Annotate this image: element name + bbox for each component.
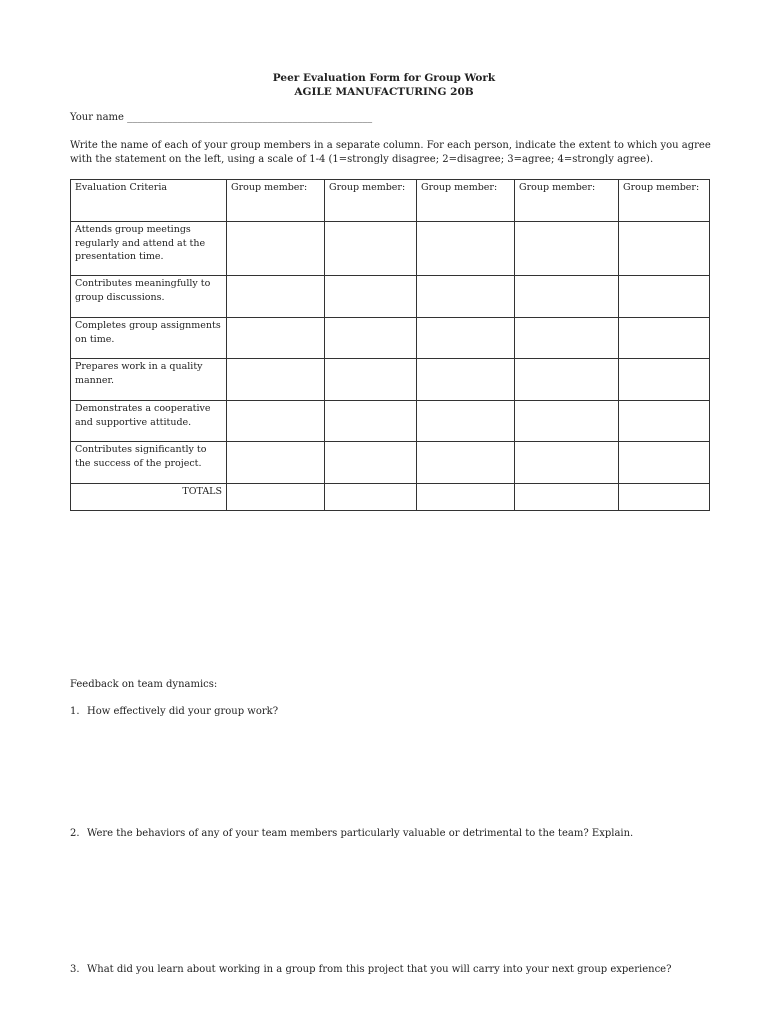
- score-cell[interactable]: [325, 276, 417, 318]
- score-cell[interactable]: [619, 359, 710, 401]
- header-evaluation-criteria: Evaluation Criteria: [71, 180, 227, 222]
- table-row: [71, 222, 710, 276]
- score-cell[interactable]: [515, 401, 619, 442]
- question-text: Were the behaviors of any of your team members particularly valuable or detrimental to the team? Explain.: [87, 828, 634, 839]
- table-row: [71, 359, 710, 401]
- score-cell[interactable]: [227, 222, 325, 276]
- score-cell[interactable]: [515, 276, 619, 318]
- criterion-label: Attends group meetings regularly and attend at the presentation time.: [71, 222, 227, 276]
- question-text: How effectively did your group work?: [87, 706, 279, 717]
- totals-row: [71, 484, 710, 511]
- header-group-member-5: Group member:: [619, 180, 710, 222]
- question-number: 3.: [70, 964, 80, 975]
- question-text: What did you learn about working in a group from this project that you will carry into your next group experience?: [87, 964, 672, 975]
- header-group-member-2: Group member:: [325, 180, 417, 222]
- score-cell[interactable]: [619, 401, 710, 442]
- score-cell[interactable]: [619, 276, 710, 318]
- question-3: [70, 963, 671, 977]
- instructions-line-1: Write the name of each of your group members in a separate column. For each person, indicate the extent to which you agree: [70, 140, 711, 151]
- criterion-label: Contributes meaningfully to group discussions.: [71, 276, 227, 318]
- criterion-label: Prepares work in a quality manner.: [71, 359, 227, 401]
- form-title: Peer Evaluation Form for Group Work: [272, 72, 496, 84]
- score-cell[interactable]: [227, 318, 325, 359]
- question-1: [70, 705, 278, 719]
- score-cell[interactable]: [227, 359, 325, 401]
- score-cell[interactable]: [417, 276, 515, 318]
- criterion-label: Completes group assignments on time.: [71, 318, 227, 359]
- evaluation-table: [70, 179, 710, 511]
- total-cell[interactable]: [515, 484, 619, 511]
- instructions-line-2: with the statement on the left, using a scale of 1-4 (1=strongly disagree; 2=disagree; 3=agree; 4=strongly agree).: [70, 154, 654, 165]
- totals-label: TOTALS: [71, 484, 227, 511]
- table-row: [71, 276, 710, 318]
- score-cell[interactable]: [515, 318, 619, 359]
- criterion-label: Contributes significantly to the success of the project.: [71, 442, 227, 484]
- total-cell[interactable]: [325, 484, 417, 511]
- table-header-row: [71, 180, 710, 222]
- score-cell[interactable]: [325, 359, 417, 401]
- table-row: [71, 401, 710, 442]
- header-group-member-1: Group member:: [227, 180, 325, 222]
- score-cell[interactable]: [417, 222, 515, 276]
- score-cell[interactable]: [325, 401, 417, 442]
- question-2: [70, 827, 633, 841]
- score-cell[interactable]: [417, 401, 515, 442]
- score-cell[interactable]: [619, 442, 710, 484]
- score-cell[interactable]: [417, 359, 515, 401]
- total-cell[interactable]: [619, 484, 710, 511]
- criterion-label: Demonstrates a cooperative and supportive attitude.: [71, 401, 227, 442]
- question-number: 2.: [70, 828, 80, 839]
- your-name-field: Your name _________________________________________________: [70, 112, 373, 123]
- header-group-member-3: Group member:: [417, 180, 515, 222]
- score-cell[interactable]: [417, 442, 515, 484]
- score-cell[interactable]: [227, 442, 325, 484]
- score-cell[interactable]: [619, 318, 710, 359]
- score-cell[interactable]: [515, 442, 619, 484]
- course-subtitle: AGILE MANUFACTURING 20B: [294, 86, 474, 98]
- table-row: [71, 442, 710, 484]
- score-cell[interactable]: [417, 318, 515, 359]
- feedback-heading: Feedback on team dynamics:: [70, 679, 218, 690]
- score-cell[interactable]: [515, 359, 619, 401]
- total-cell[interactable]: [227, 484, 325, 511]
- total-cell[interactable]: [417, 484, 515, 511]
- score-cell[interactable]: [227, 401, 325, 442]
- score-cell[interactable]: [325, 318, 417, 359]
- score-cell[interactable]: [515, 222, 619, 276]
- score-cell[interactable]: [325, 442, 417, 484]
- score-cell[interactable]: [325, 222, 417, 276]
- score-cell[interactable]: [619, 222, 710, 276]
- table-row: [71, 318, 710, 359]
- header-group-member-4: Group member:: [515, 180, 619, 222]
- score-cell[interactable]: [227, 276, 325, 318]
- question-number: 1.: [70, 706, 80, 717]
